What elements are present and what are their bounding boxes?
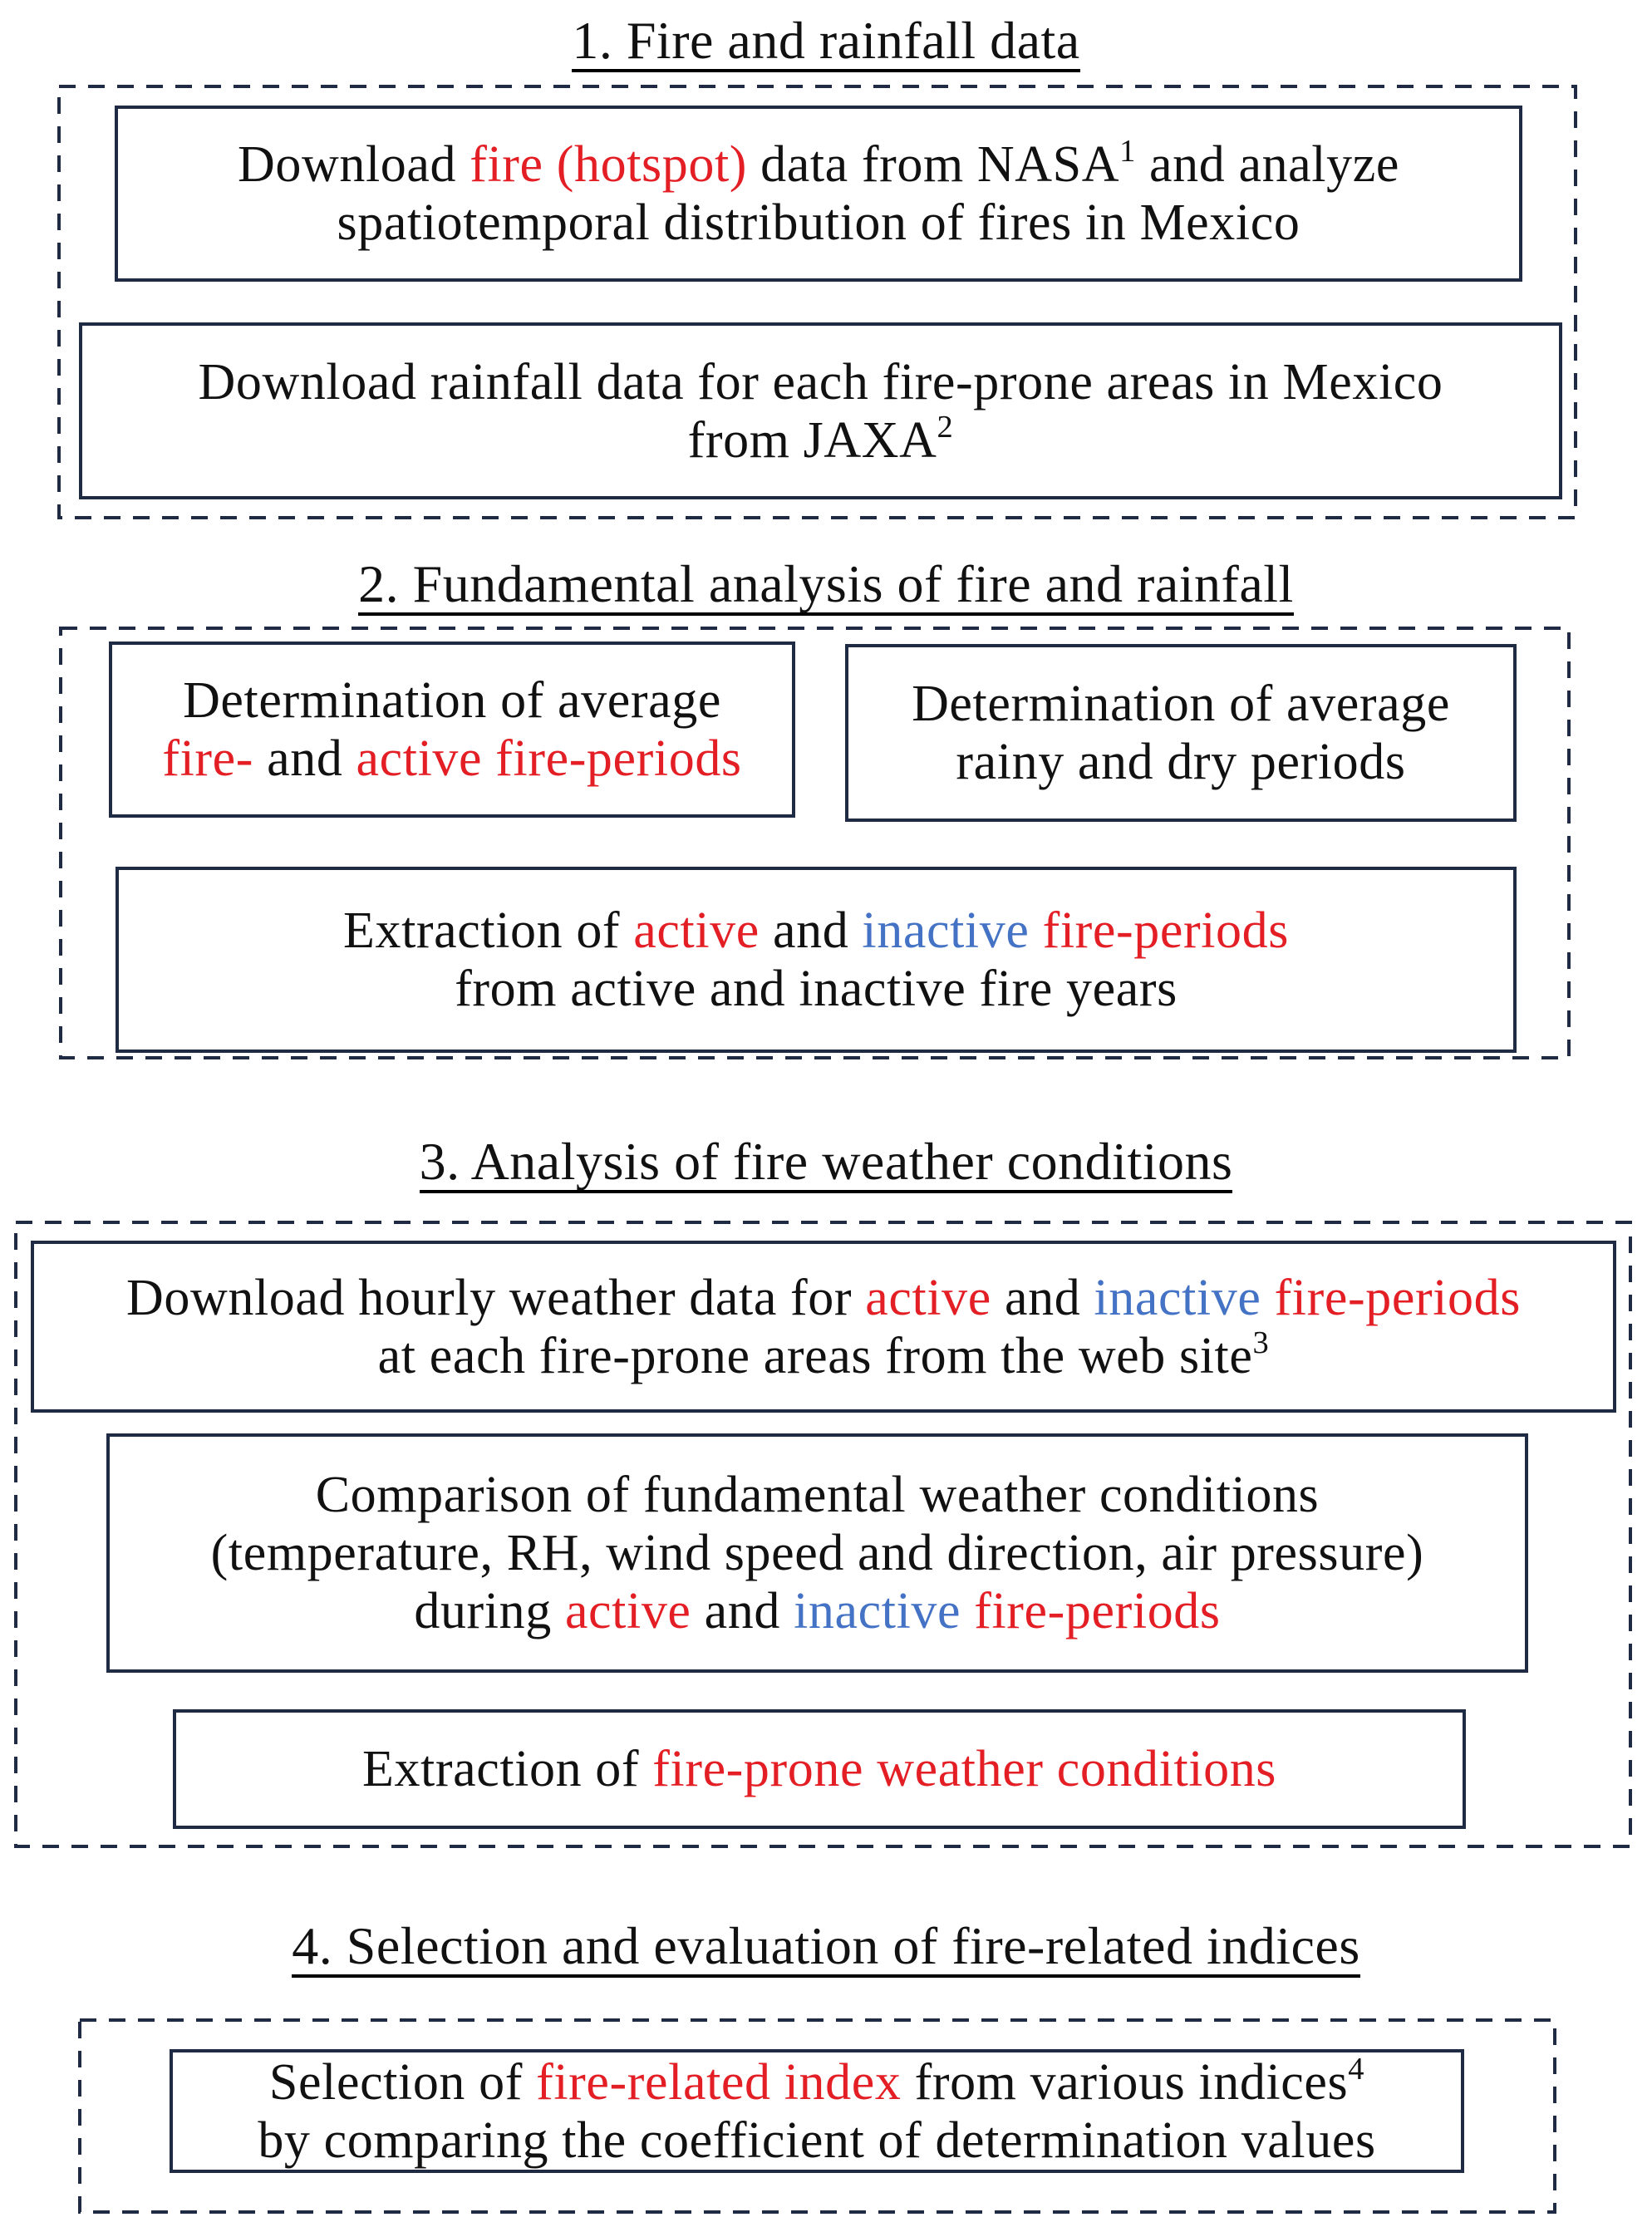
text-segment: rainy and dry periods <box>956 734 1406 790</box>
highlighted-term-blue: inactive <box>794 1583 961 1639</box>
text-segment: Comparison of fundamental weather conditions <box>315 1467 1320 1523</box>
text-segment: and <box>759 902 863 959</box>
weather-comparison-line-1 <box>316 1466 1320 1524</box>
highlighted-term-red: fire (hotspot) <box>470 136 748 193</box>
active-inactive-extraction-box <box>116 867 1517 1053</box>
section-3-title-text: 3. Analysis of fire weather conditions <box>420 1135 1233 1193</box>
rainfall-download-line-2 <box>688 411 954 469</box>
rainy-dry-periods-determination-line-2 <box>956 733 1405 791</box>
rainfall-download-box <box>79 322 1562 499</box>
highlighted-term-red: active <box>865 1269 991 1326</box>
text-segment: from active and inactive fire years <box>455 961 1178 1017</box>
fire-index-selection-box <box>170 2049 1464 2173</box>
section-1-title-text: 1. Fire and rainfall data <box>572 14 1079 72</box>
footnote-marker: 1 <box>1119 134 1136 170</box>
fire-prone-conditions-extraction-box <box>173 1709 1466 1829</box>
fire-periods-determination-box <box>109 642 795 818</box>
text-segment: from various indices <box>901 2053 1349 2111</box>
hourly-weather-download-line-2 <box>378 1327 1270 1385</box>
active-inactive-extraction-line-1 <box>343 902 1289 960</box>
fire-hotspot-download-box <box>115 106 1522 282</box>
highlighted-term-red: fire-related index <box>536 2053 902 2111</box>
text-segment: during <box>414 1583 565 1639</box>
text-segment: Extraction of <box>361 1741 653 1797</box>
text-segment: Determination of average <box>183 672 721 729</box>
rainy-dry-periods-determination-box <box>845 644 1517 822</box>
text-segment: at each fire-prone areas from the web site <box>377 1327 1253 1384</box>
section-4-title-text: 4. Selection and evaluation of fire-related indices <box>292 1920 1359 1978</box>
highlighted-term-red: fire-periods <box>974 1583 1221 1639</box>
hourly-weather-download-box <box>31 1241 1616 1413</box>
text-segment: by comparing the coefficient of determination values <box>258 2111 1376 2169</box>
fire-hotspot-download-line-1 <box>238 135 1399 194</box>
fire-index-selection-line-1 <box>269 2053 1364 2111</box>
highlighted-term-red: fire-prone weather conditions <box>652 1741 1277 1797</box>
highlighted-term-red: active fire-periods <box>356 730 742 787</box>
footnote-marker: 4 <box>1348 2051 1365 2087</box>
section-3-title <box>0 1133 1652 1193</box>
highlighted-term-red: active <box>564 1583 691 1639</box>
footnote-marker: 3 <box>1252 1325 1270 1360</box>
hourly-weather-download-line-1 <box>126 1269 1521 1327</box>
text-segment: Extraction of <box>343 902 634 959</box>
text-segment: and <box>691 1583 794 1639</box>
text-segment: and <box>991 1269 1094 1326</box>
text-segment <box>1261 1270 1274 1326</box>
fire-prone-conditions-extraction-line-1 <box>362 1740 1276 1798</box>
text-segment <box>961 1583 974 1639</box>
text-segment: Download hourly weather data for <box>126 1269 866 1326</box>
section-1-title <box>0 12 1652 72</box>
fire-periods-determination-line-1 <box>183 671 721 730</box>
text-segment: Download rainfall data for each fire-prone areas in Mexico <box>198 353 1443 410</box>
highlighted-term-red: active <box>633 902 760 959</box>
text-segment: and <box>253 730 356 787</box>
weather-comparison-line-3 <box>414 1582 1220 1640</box>
text-segment: Determination of average <box>912 676 1450 732</box>
text-segment: Download <box>238 136 470 193</box>
footnote-marker: 2 <box>937 409 954 445</box>
active-inactive-extraction-line-2 <box>455 960 1178 1018</box>
fire-index-selection-line-2 <box>258 2111 1375 2170</box>
section-4-title <box>0 1917 1652 1978</box>
weather-comparison-line-2 <box>211 1524 1424 1582</box>
highlighted-term-red: fire-periods <box>1042 902 1289 959</box>
text-segment: spatiotemporal distribution of fires in Mexico <box>337 194 1300 251</box>
rainy-dry-periods-determination-line-1 <box>912 675 1450 733</box>
highlighted-term-blue: inactive <box>862 902 1030 959</box>
fire-hotspot-download-line-2 <box>337 194 1300 252</box>
fire-periods-determination-line-2 <box>162 730 741 788</box>
highlighted-term-blue: inactive <box>1094 1269 1261 1326</box>
rainfall-download-line-1 <box>198 353 1443 411</box>
text-segment <box>1029 902 1042 959</box>
highlighted-term-red: fire- <box>162 730 254 787</box>
text-segment: and analyze <box>1135 136 1399 193</box>
weather-comparison-box <box>106 1433 1528 1673</box>
text-segment: data from NASA <box>747 136 1120 193</box>
text-segment: (temperature, RH, wind speed and direction, air pressure) <box>210 1525 1424 1581</box>
section-2-title-text: 2. Fundamental analysis of fire and rainfall <box>358 558 1294 616</box>
text-segment: Selection of <box>268 2053 537 2111</box>
text-segment: from JAXA <box>687 411 937 469</box>
highlighted-term-red: fire-periods <box>1274 1269 1521 1326</box>
section-2-title <box>0 555 1652 616</box>
